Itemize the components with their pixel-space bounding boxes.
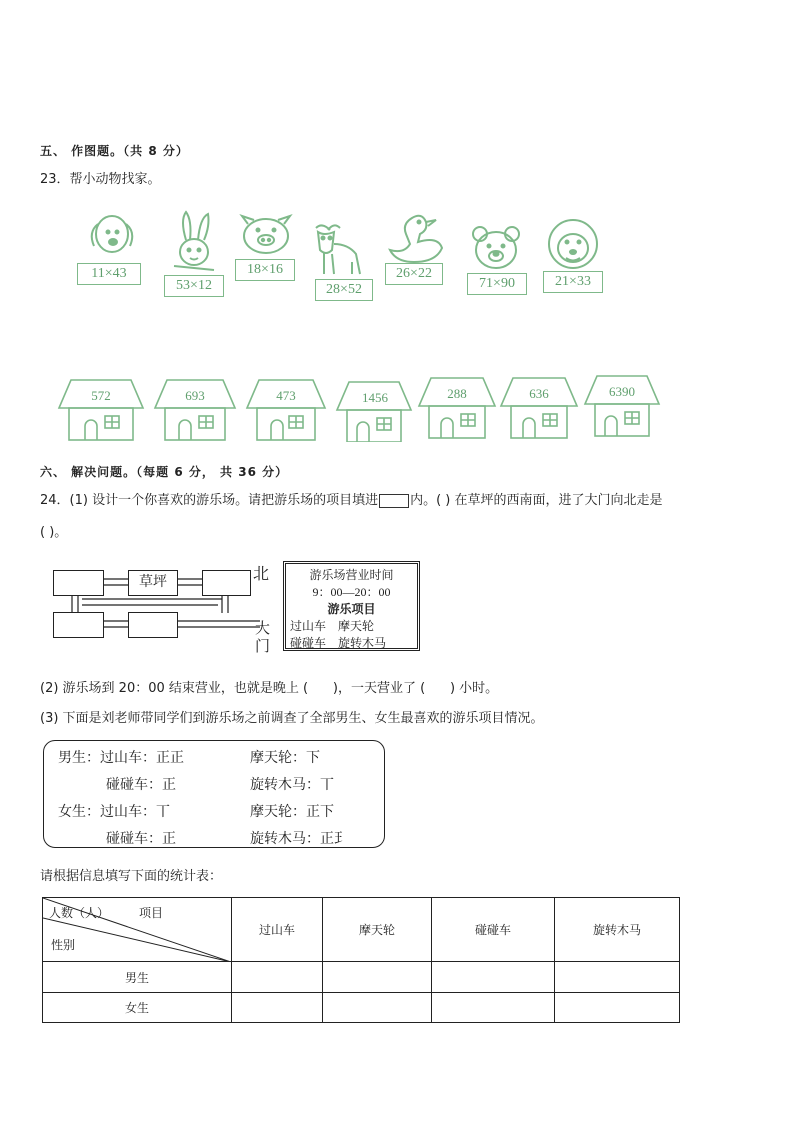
map-plot-3 bbox=[202, 570, 251, 596]
table-cell[interactable] bbox=[232, 993, 323, 1023]
house-number: 1456 bbox=[362, 390, 388, 405]
house-number: 288 bbox=[447, 386, 467, 401]
house-number: 693 bbox=[185, 388, 205, 403]
items-row-2: 碰碰车 旋转木马 bbox=[290, 636, 387, 650]
corner-people-label: 人数（人） bbox=[49, 906, 110, 920]
hours-title: 游乐场营业时间 bbox=[309, 568, 394, 582]
rabbit-sign: 53×12 bbox=[164, 275, 224, 297]
goat-icon bbox=[306, 222, 372, 282]
column-header: 旋转木马 bbox=[555, 898, 680, 962]
q24-part1-text-a: 24．(1) 设计一个你喜欢的游乐场。请把游乐场的项目填进 bbox=[40, 493, 379, 508]
table-cell[interactable] bbox=[232, 962, 323, 993]
column-header: 碰碰车 bbox=[432, 898, 555, 962]
monkey-icon bbox=[540, 216, 606, 274]
monkey-sign: 21×33 bbox=[543, 271, 603, 293]
boys-carousel-tally: 旋转木马：丅 bbox=[250, 778, 334, 793]
duck-icon bbox=[382, 212, 448, 264]
q24-part1-text-b: 内。( ) 在草坪的西南面，进了大门向北走是 bbox=[410, 493, 663, 508]
section-5-title: 五、 作图题。（共 8 分） bbox=[40, 144, 189, 158]
houses-row bbox=[55, 372, 675, 442]
table-corner-cell bbox=[43, 898, 232, 962]
map-plot-5 bbox=[128, 612, 178, 638]
girls-carousel-tally: 旋转木马：正𤣩 bbox=[250, 832, 348, 847]
table-row bbox=[43, 962, 680, 993]
pig-sign: 18×16 bbox=[235, 259, 295, 281]
pig-icon bbox=[236, 214, 298, 260]
boys-label: 男生： bbox=[58, 751, 100, 766]
map-plot-4 bbox=[53, 612, 104, 638]
girls-coaster-tally: 过山车：丅 bbox=[100, 805, 170, 820]
items-title: 游乐项目 bbox=[327, 602, 376, 616]
question-24-part1-line2: ( )。 bbox=[40, 525, 68, 540]
girls-label: 女生： bbox=[58, 805, 100, 820]
table-cell[interactable] bbox=[555, 962, 680, 993]
table-cell[interactable] bbox=[432, 993, 555, 1023]
boys-coaster-tally: 过山车：正正 bbox=[100, 751, 184, 766]
table-cell[interactable] bbox=[323, 993, 432, 1023]
boys-bumper-tally: 碰碰车：正 bbox=[106, 778, 176, 793]
question-23: 23．帮小动物找家。 bbox=[40, 172, 161, 187]
table-cell[interactable] bbox=[432, 962, 555, 993]
survey-tally-box bbox=[43, 740, 385, 848]
stats-table bbox=[42, 897, 680, 1023]
rabbit-icon bbox=[168, 210, 220, 276]
girls-bumper-tally: 碰碰车：正 bbox=[106, 832, 176, 847]
question-24-part3: (3) 下面是刘老师带同学们到游乐场之前调查了全部男生、女生最喜欢的游乐项目情况。 bbox=[40, 711, 544, 726]
row-header: 女生 bbox=[43, 993, 232, 1023]
boys-wheel-tally: 摩天轮：下 bbox=[250, 751, 320, 766]
blank-box-icon bbox=[379, 494, 409, 508]
bear-sign: 71×90 bbox=[467, 273, 527, 295]
dog-sign: 11×43 bbox=[77, 263, 141, 285]
park-hours-box bbox=[283, 561, 420, 651]
corner-gender-label: 性别 bbox=[51, 938, 76, 952]
table-cell[interactable] bbox=[555, 993, 680, 1023]
table-cell[interactable] bbox=[323, 962, 432, 993]
house-number: 572 bbox=[91, 388, 111, 403]
house-number: 636 bbox=[529, 386, 549, 401]
corner-item-label: 项目 bbox=[139, 906, 164, 920]
table-row bbox=[43, 993, 680, 1023]
column-header: 过山车 bbox=[232, 898, 323, 962]
girls-wheel-tally: 摩天轮：正下 bbox=[250, 805, 334, 820]
map-lawn bbox=[128, 570, 178, 596]
bear-icon bbox=[468, 224, 524, 276]
question-24-part1-line1 bbox=[40, 489, 663, 508]
goat-sign: 28×52 bbox=[315, 279, 373, 301]
house-number: 473 bbox=[276, 388, 296, 403]
section-6-title: 六、 解决问题。（每题 6 分， 共 36 分） bbox=[40, 465, 289, 479]
gate-label: 大 门 bbox=[255, 621, 271, 655]
lawn-label: 草坪 bbox=[139, 575, 167, 590]
question-24-part2: (2) 游乐场到 20：00 结束营业，也就是晚上 ( )，一天营业了 ( ) 小时。 bbox=[40, 681, 499, 696]
column-header: 摩天轮 bbox=[323, 898, 432, 962]
items-row-1: 过山车 摩天轮 bbox=[290, 619, 375, 633]
north-label: 北 bbox=[253, 566, 270, 583]
dog-icon bbox=[82, 212, 144, 264]
row-header: 男生 bbox=[43, 962, 232, 993]
hours-time: 9：00—20：00 bbox=[312, 585, 391, 599]
table-intro: 请根据信息填写下面的统计表： bbox=[40, 869, 223, 884]
map-plot-1 bbox=[53, 570, 104, 596]
house-number: 6390 bbox=[609, 384, 635, 399]
duck-sign: 26×22 bbox=[385, 263, 443, 285]
